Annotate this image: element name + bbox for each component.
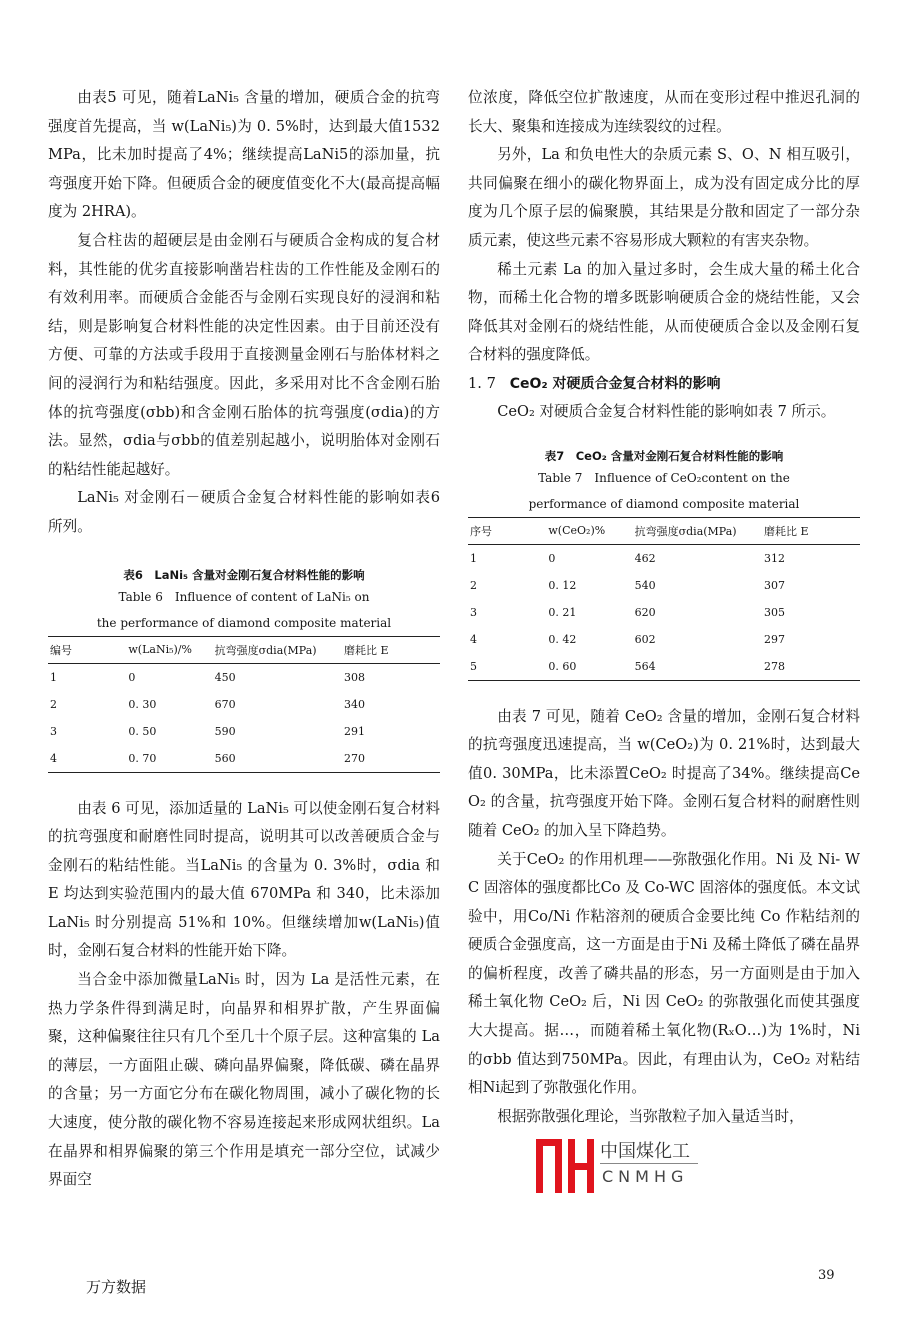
table-cell: 602 (634, 632, 656, 646)
table-header: w(CeO₂)% (546, 517, 632, 544)
table-header: 磨耗比 E (762, 517, 860, 544)
logo-text-cn: 中国煤化工 (600, 1141, 690, 1162)
table-cell: 4 (470, 632, 477, 646)
table-caption-cn: 表7 CeO₂ 含量对金刚石复合材料性能的影响 (544, 448, 784, 463)
table-cell: 590 (214, 724, 236, 738)
table-cell: 2 (50, 697, 57, 711)
paragraph: 稀土元素 La 的加入量过多时，会生成大量的稀土化合物，而稀土化合物的增多既影响硬质合金的烧结性能，又会降低其对金刚石的烧结性能，从而使硬质合金以及金刚石复合材料的强度降低。 (468, 260, 860, 364)
source-label: 万方数据 (86, 1278, 147, 1296)
table-header: 抗弯强度σdia(MPa) (633, 517, 762, 544)
logo-mark-icon (534, 1135, 596, 1197)
logo-divider (600, 1163, 698, 1164)
paragraph: 由表 6 可见，添加适量的 LaNi₅ 可以使金刚石复合材料的抗弯强度和耐磨性同时提高，说明其可以改善硬质合金与金刚石的粘结性能。当LaNi₅ 的含量为 0. 3%时，σdia 和 E 均达到实验范围内的最大值 670MPa 和 340，比未添加 LaNi₅ 时分别提高 51%和 10%。但继续增加w(LaNi₅)值时，金刚石复合材料的性能开始下降。 (48, 799, 440, 960)
table-cell: 540 (634, 578, 656, 592)
table-header-row (468, 517, 860, 544)
table-caption-en: performance of diamond composite material (528, 496, 800, 511)
table-cell: 450 (214, 670, 236, 684)
table-header: 编号 (48, 636, 126, 663)
table-row (48, 745, 440, 773)
logo-text-en: CNMHG (602, 1167, 689, 1186)
table-cell: 0. 30 (128, 697, 157, 711)
table-row (48, 663, 440, 691)
table-cell: 270 (342, 745, 440, 773)
table-row (48, 718, 440, 745)
table-caption-en: the performance of diamond composite material (96, 615, 392, 630)
table-cell: 5 (468, 653, 546, 681)
paragraph: CeO₂ 对硬质合金复合材料性能的影响如表 7 所示。 (497, 402, 836, 420)
table-cell: 278 (762, 653, 860, 681)
watermark-logo (534, 1131, 704, 1201)
table-cell: 0. 70 (126, 745, 212, 773)
table-cell: 1 (470, 551, 477, 565)
paragraph: 复合柱齿的超硬层是由金刚石与硬质合金构成的复合材料，其性能的优劣直接影响凿岩柱齿的工作性能及金刚石的有效利用率。而硬质合金能否与金刚石实现良好的浸润和粘结，则是影响复合材料性能的决定性因素。由于目前还没有方便、可靠的方法或手段用于直接测量金刚石与胎体材料之间的浸润行为和粘结强度。因此，多采用对比不含金刚石胎体的抗弯强度(σbb)和含金刚石胎体的抗弯强度(σdia)的方法。显然，σdia与σbb的值差别起越小，说明胎体对金刚石的粘结性能起越好。 (48, 231, 440, 478)
paragraph: 位浓度，降低空位扩散速度，从而在变形过程中推迟孔洞的长大、聚集和连接成为连续裂纹的过程。 (468, 89, 860, 135)
paragraph: 根据弥散强化理论，当弥散粒子加入量适当时， (497, 1107, 804, 1125)
table-header: 抗弯强度σdia(MPa) (213, 636, 342, 663)
table-caption-en: Table 7 Influence of CeO₂content on the (538, 470, 790, 485)
table-cell: 462 (634, 551, 656, 565)
table-cell: 0. 21 (548, 605, 577, 619)
table-header: 序号 (468, 517, 546, 544)
table-cell: 4 (48, 745, 126, 773)
table-row (468, 544, 860, 572)
table-header-row (48, 636, 440, 663)
table-cell: 297 (763, 632, 785, 646)
table-cell: 340 (343, 697, 365, 711)
paragraph: 关于CeO₂ 的作用机理——弥散强化作用。Ni 及 Ni- WC 固溶体的强度都比Co 及 Co-WC 固溶体的强度低。本文试验中，用Co/Ni 作粘溶剂的硬质合金要比纯 Co 作粘结剂的硬质合金强度高，这一方面是由于Ni 及稀土降低了磷在晶界的偏析程度，改善了磷共晶的形态，另一方面则是由于加入稀土氧化物 CeO₂ 后，Ni 因 CeO₂ 的弥散强化而使其强度大大提高。据…，而随着稀土氧化物(RₓO…)为 1%时，Ni 的σbb 值达到750MPa。因此，有理由认为，CeO₂ 对粘结相Ni起到了弥散强化作用。 (468, 850, 860, 1097)
table-header: 磨耗比 E (342, 636, 440, 663)
table-cell: 1 (50, 670, 57, 684)
paragraph: 由表 7 可见，随着 CeO₂ 含量的增加，金刚石复合材料的抗弯强度迅速提高，当 w(CeO₂)为 0. 21%时，达到最大值0. 30MPa，比未添置CeO₂ 时提高了34%。继续提高CeO₂ 的含量，抗弯强度开始下降。金刚石复合材料的耐磨性则随着 CeO₂ 的加入呈下降趋势。 (468, 707, 860, 839)
table-row (48, 691, 440, 718)
table-6 (48, 566, 440, 773)
table-row (468, 572, 860, 599)
table-cell: 291 (343, 724, 365, 738)
page-number: 39 (818, 1268, 835, 1283)
table-cell: 564 (633, 653, 762, 681)
data-table (48, 636, 440, 773)
table-cell: 3 (50, 724, 57, 738)
left-column (48, 84, 440, 1195)
table-7 (468, 447, 860, 681)
table-cell: 670 (214, 697, 236, 711)
table-cell: 0. 12 (548, 578, 577, 592)
right-column (468, 84, 860, 1131)
table-cell: 620 (634, 605, 656, 619)
table-cell: 305 (763, 605, 785, 619)
section-heading (468, 370, 860, 398)
table-header: w(LaNi₅)/% (126, 636, 212, 663)
table-cell: 0. 50 (128, 724, 157, 738)
table-cell: 560 (213, 745, 342, 773)
table-row (468, 653, 860, 681)
table-cell: 308 (343, 670, 365, 684)
section-number: 1. 7 (468, 374, 496, 392)
table-cell: 0 (128, 670, 136, 684)
table-row (468, 626, 860, 653)
data-table (468, 517, 860, 681)
table-cell: 312 (763, 551, 785, 565)
paragraph: LaNi₅ 对金刚石－硬质合金复合材料性能的影响如表6 所列。 (48, 489, 440, 535)
section-title: CeO₂ 对硬质合金复合材料的影响 (509, 375, 721, 392)
table-cell: 0. 42 (548, 632, 577, 646)
paragraph: 当合金中添加微量LaNi₅ 时，因为 La 是活性元素，在热力学条件得到满足时，向晶界和相界扩散，产生界面偏聚，这种偏聚往往只有几个至几十个原子层。这种富集的 La 的薄层，一方面阻止碳、磷向晶界偏聚，降低碳、磷在晶界的含量；另一方面它分布在碳化物周围，减小了碳化物的长大速度，使分散的碳化物不容易连接起来形成网状组织。La 在晶界和相界偏聚的第三个作用是填充一部分空位，试减少界面空 (48, 971, 440, 1189)
table-cell: 307 (763, 578, 785, 592)
table-cell: 0. 60 (546, 653, 632, 681)
table-cell: 3 (470, 605, 477, 619)
table-row (468, 599, 860, 626)
table-cell: 0 (548, 551, 556, 565)
table-caption-en: Table 6 Influence of content of LaNi₅ on (118, 589, 370, 604)
paragraph: 由表5 可见，随着LaNi₅ 含量的增加，硬质合金的抗弯强度首先提高，当 w(LaNi₅)为 0. 5%时，达到最大值1532MPa，比未加时提高了4%；继续提高LaNi5的添加量，抗弯强度开始下降。但硬质合金的硬度值变化不大(最高提高幅度为 2HRA)。 (48, 89, 440, 221)
paragraph: 另外，La 和负电性大的杂质元素 S、O、N 相互吸引，共同偏聚在细小的碳化物界面上，成为没有固定成分比的厚度为几个原子层的偏聚膜，其结果是分散和固定了一部分杂质元素，使这些元素不容易形成大颗粒的有害夹杂物。 (468, 146, 860, 249)
table-caption-cn: 表6 LaNi₅ 含量对金刚石复合材料性能的影响 (123, 567, 365, 582)
table-cell: 2 (470, 578, 477, 592)
